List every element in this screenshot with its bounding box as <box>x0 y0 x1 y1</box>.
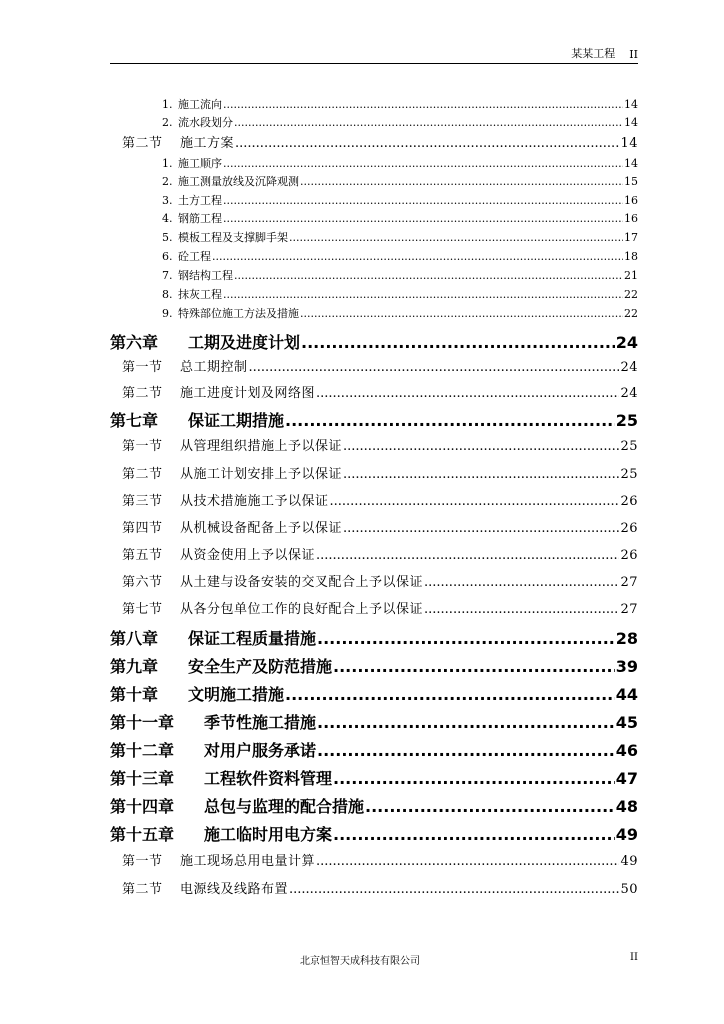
toc-leader-dots <box>289 882 619 897</box>
toc-entry[interactable] <box>110 766 638 789</box>
toc-leader-dots <box>301 333 615 352</box>
toc-leader-dots <box>223 212 623 225</box>
toc-entry-page: 24 <box>620 386 638 401</box>
toc-leader-dots <box>343 521 619 536</box>
toc-entry-number: 第六节 <box>122 575 163 590</box>
toc-entry[interactable] <box>110 544 638 563</box>
toc-entry[interactable] <box>110 382 638 401</box>
toc-entry-page: 49 <box>620 854 638 869</box>
toc-entry-number: 第四节 <box>122 521 163 536</box>
toc-leader-dots <box>223 194 623 207</box>
toc-entry-page: 15 <box>624 175 638 188</box>
toc-entry-page: 27 <box>620 575 638 590</box>
toc-entry[interactable] <box>110 229 638 245</box>
toc-leader-dots <box>300 307 623 320</box>
toc-entry-number: 第一节 <box>122 854 163 869</box>
toc-leader-dots <box>317 713 615 732</box>
toc-leader-dots <box>333 825 615 844</box>
page-header <box>110 44 638 64</box>
toc-entry-page: 14 <box>624 157 638 170</box>
toc-entry-page: 47 <box>615 769 638 788</box>
toc-entry-page: 25 <box>620 439 638 454</box>
toc-entry-page: 18 <box>624 250 638 263</box>
toc-entry[interactable] <box>110 408 638 431</box>
toc-entry-title: 安全生产及防范措施 <box>188 657 333 676</box>
toc-entry[interactable] <box>110 682 638 705</box>
toc-entry[interactable] <box>110 114 638 130</box>
toc-leader-dots <box>234 116 623 129</box>
toc-entry[interactable] <box>110 192 638 208</box>
header-title: 某某工程 <box>571 47 616 60</box>
toc-entry-number: 第七章 <box>110 411 159 430</box>
toc-entry-title: 从技术措施施工予以保证 <box>180 494 329 509</box>
toc-entry-page: 49 <box>615 825 638 844</box>
toc-leader-dots <box>343 467 619 482</box>
toc-entry[interactable] <box>110 96 638 112</box>
toc-entry[interactable] <box>110 173 638 189</box>
toc-entry-title: 模板工程及支撑脚手架 <box>178 231 288 244</box>
toc-entry-number: 2. <box>162 175 173 188</box>
toc-leader-dots <box>285 685 615 704</box>
toc-entry[interactable] <box>110 155 638 171</box>
toc-entry-number: 2. <box>162 116 173 129</box>
toc-entry-page: 26 <box>620 494 638 509</box>
toc-entry-number: 9. <box>162 307 173 320</box>
toc-entry-number: 第二节 <box>122 467 163 482</box>
toc-leader-dots <box>223 288 623 301</box>
toc-entry-title: 钢筋工程 <box>178 212 222 225</box>
toc-entry-page: 14 <box>620 136 638 151</box>
toc-entry-page: 16 <box>624 194 638 207</box>
toc-entry[interactable] <box>110 305 638 321</box>
toc-entry-title: 施工方案 <box>180 136 235 151</box>
toc-entry-title: 施工临时用电方案 <box>204 825 333 844</box>
toc-entry-page: 22 <box>624 288 638 301</box>
toc-entry-title: 从资金使用上予以保证 <box>180 548 316 563</box>
toc-entry-number: 第二节 <box>122 386 163 401</box>
toc-entry[interactable] <box>110 267 638 283</box>
toc-entry-number: 7. <box>162 269 173 282</box>
toc-entry-title: 抹灰工程 <box>178 288 222 301</box>
toc-entry[interactable] <box>110 626 638 649</box>
toc-entry-title: 对用户服务承诺 <box>204 741 317 760</box>
toc-entry-title: 施工测量放线及沉降观测 <box>178 175 299 188</box>
toc-entry-title: 从土建与设备安装的交叉配合上予以保证 <box>180 575 424 590</box>
toc-entry-number: 第六章 <box>110 333 159 352</box>
toc-entry-page: 25 <box>620 467 638 482</box>
toc-entry-page: 46 <box>615 741 638 760</box>
toc-entry-number: 第一节 <box>122 360 163 375</box>
toc-leader-dots <box>343 439 619 454</box>
toc-entry-page: 21 <box>624 269 638 282</box>
toc-leader-dots <box>235 136 619 151</box>
toc-entry-page: 26 <box>620 548 638 563</box>
toc-entry-page: 48 <box>615 797 638 816</box>
toc-entry-page: 24 <box>620 360 638 375</box>
toc-entry-title: 保证工程质量措施 <box>188 629 317 648</box>
toc-entry-title: 特殊部位施工方法及措施 <box>178 307 299 320</box>
toc-leader-dots <box>234 269 623 282</box>
toc-entry-page: 25 <box>615 411 638 430</box>
toc-entry[interactable] <box>110 463 638 482</box>
toc-entry[interactable] <box>110 571 638 590</box>
toc-entry-page: 45 <box>615 713 638 732</box>
toc-leader-dots <box>316 548 619 563</box>
toc-entry[interactable] <box>110 210 638 226</box>
toc-entry[interactable] <box>110 710 638 733</box>
toc-entry-title: 施工顺序 <box>178 157 222 170</box>
toc-entry-title: 从机械设备配备上予以保证 <box>180 521 343 536</box>
toc-entry-page: 16 <box>624 212 638 225</box>
toc-entry-title: 从施工计划安排上予以保证 <box>180 467 343 482</box>
toc-entry-title: 土方工程 <box>178 194 222 207</box>
toc-leader-dots <box>289 231 623 244</box>
toc-entry-number: 第十三章 <box>110 769 175 788</box>
toc-entry-number: 第十二章 <box>110 741 175 760</box>
toc-entry[interactable] <box>110 850 638 869</box>
toc-entry[interactable] <box>110 794 638 817</box>
toc-entry[interactable] <box>110 654 638 677</box>
toc-entry-page: 28 <box>615 629 638 648</box>
footer-company: 北京恒智天成科技有限公司 <box>300 956 420 967</box>
toc-entry-title: 施工进度计划及网络图 <box>180 386 316 401</box>
toc-entry-title: 电源线及线路布置 <box>180 882 289 897</box>
toc-entry-title: 保证工期措施 <box>188 411 285 430</box>
toc-entry[interactable] <box>110 598 638 617</box>
toc-leader-dots <box>223 157 623 170</box>
toc-leader-dots <box>316 386 619 401</box>
toc-entry-number: 第十章 <box>110 685 159 704</box>
toc-entry-page: 50 <box>620 882 638 897</box>
footer-page-number: II <box>630 952 638 963</box>
toc-entry-page: 26 <box>620 521 638 536</box>
toc-entry-number: 第五节 <box>122 548 163 563</box>
toc-entry-number: 第七节 <box>122 602 163 617</box>
toc-entry-title: 工程软件资料管理 <box>204 769 333 788</box>
toc-entry-title: 流水段划分 <box>178 116 233 129</box>
toc-entry-number: 第八章 <box>110 629 159 648</box>
toc-entry[interactable] <box>110 248 638 264</box>
toc-leader-dots <box>285 411 615 430</box>
toc-entry[interactable] <box>110 822 638 845</box>
toc-entry-number: 第二节 <box>122 136 163 151</box>
toc-entry-number: 第十五章 <box>110 825 175 844</box>
toc-leader-dots <box>365 797 615 816</box>
toc-leader-dots <box>223 98 623 111</box>
toc-leader-dots <box>317 629 615 648</box>
toc-leader-dots <box>330 494 620 509</box>
toc-entry-title: 从管理组织措施上予以保证 <box>180 439 343 454</box>
toc-entry-page: 14 <box>624 98 638 111</box>
toc-entry[interactable] <box>110 435 638 454</box>
toc-entry-title: 钢结构工程 <box>178 269 233 282</box>
toc-entry-number: 6. <box>162 250 173 263</box>
toc-entry-number: 第十一章 <box>110 713 175 732</box>
toc-entry-title: 总工期控制 <box>180 360 248 375</box>
toc-entry-title: 砼工程 <box>178 250 211 263</box>
toc-entry-number: 第十四章 <box>110 797 175 816</box>
toc-leader-dots <box>333 769 615 788</box>
toc-leader-dots <box>317 741 615 760</box>
toc-entry[interactable] <box>110 356 638 375</box>
toc-entry[interactable] <box>110 878 638 897</box>
toc-leader-dots <box>316 854 619 869</box>
toc-leader-dots <box>249 360 620 375</box>
toc-entry-title: 文明施工措施 <box>188 685 285 704</box>
toc-entry-page: 14 <box>624 116 638 129</box>
toc-entry[interactable] <box>110 517 638 536</box>
toc-entry[interactable] <box>110 286 638 302</box>
toc-entry-number: 第一节 <box>122 439 163 454</box>
toc-leader-dots <box>424 602 619 617</box>
toc-entry-title: 工期及进度计划 <box>188 333 301 352</box>
toc-leader-dots <box>300 175 623 188</box>
toc-leader-dots <box>424 575 619 590</box>
toc-entry-number: 第二节 <box>122 882 163 897</box>
toc-entry-page: 24 <box>615 333 638 352</box>
toc-entry[interactable] <box>110 738 638 761</box>
toc-entry-title: 季节性施工措施 <box>204 713 317 732</box>
toc-entry-number: 5. <box>162 231 173 244</box>
toc-entry-title: 从各分包单位工作的良好配合上予以保证 <box>180 602 424 617</box>
toc-entry-page: 39 <box>615 657 638 676</box>
toc-entry-page: 22 <box>624 307 638 320</box>
toc-entry-number: 第三节 <box>122 494 163 509</box>
toc-entry-number: 第九章 <box>110 657 159 676</box>
toc-leader-dots <box>212 250 623 263</box>
toc-entry-number: 3. <box>162 194 173 207</box>
toc-entry-title: 施工现场总用电量计算 <box>180 854 316 869</box>
toc-entry-number: 8. <box>162 288 173 301</box>
toc-entry[interactable] <box>110 330 638 353</box>
toc-entry-page: 44 <box>615 685 638 704</box>
toc-entry-title: 施工流向 <box>178 98 222 111</box>
toc-entry-title: 总包与监理的配合措施 <box>204 797 365 816</box>
toc-entry-number: 4. <box>162 212 173 225</box>
toc-entry-page: 27 <box>620 602 638 617</box>
toc-entry-number: 1. <box>162 98 173 111</box>
toc-entry[interactable] <box>110 132 638 151</box>
toc-entry[interactable] <box>110 490 638 509</box>
header-page-number: II <box>629 48 638 61</box>
toc-entry-page: 17 <box>624 231 638 244</box>
toc-leader-dots <box>333 657 615 676</box>
toc-entry-number: 1. <box>162 157 173 170</box>
